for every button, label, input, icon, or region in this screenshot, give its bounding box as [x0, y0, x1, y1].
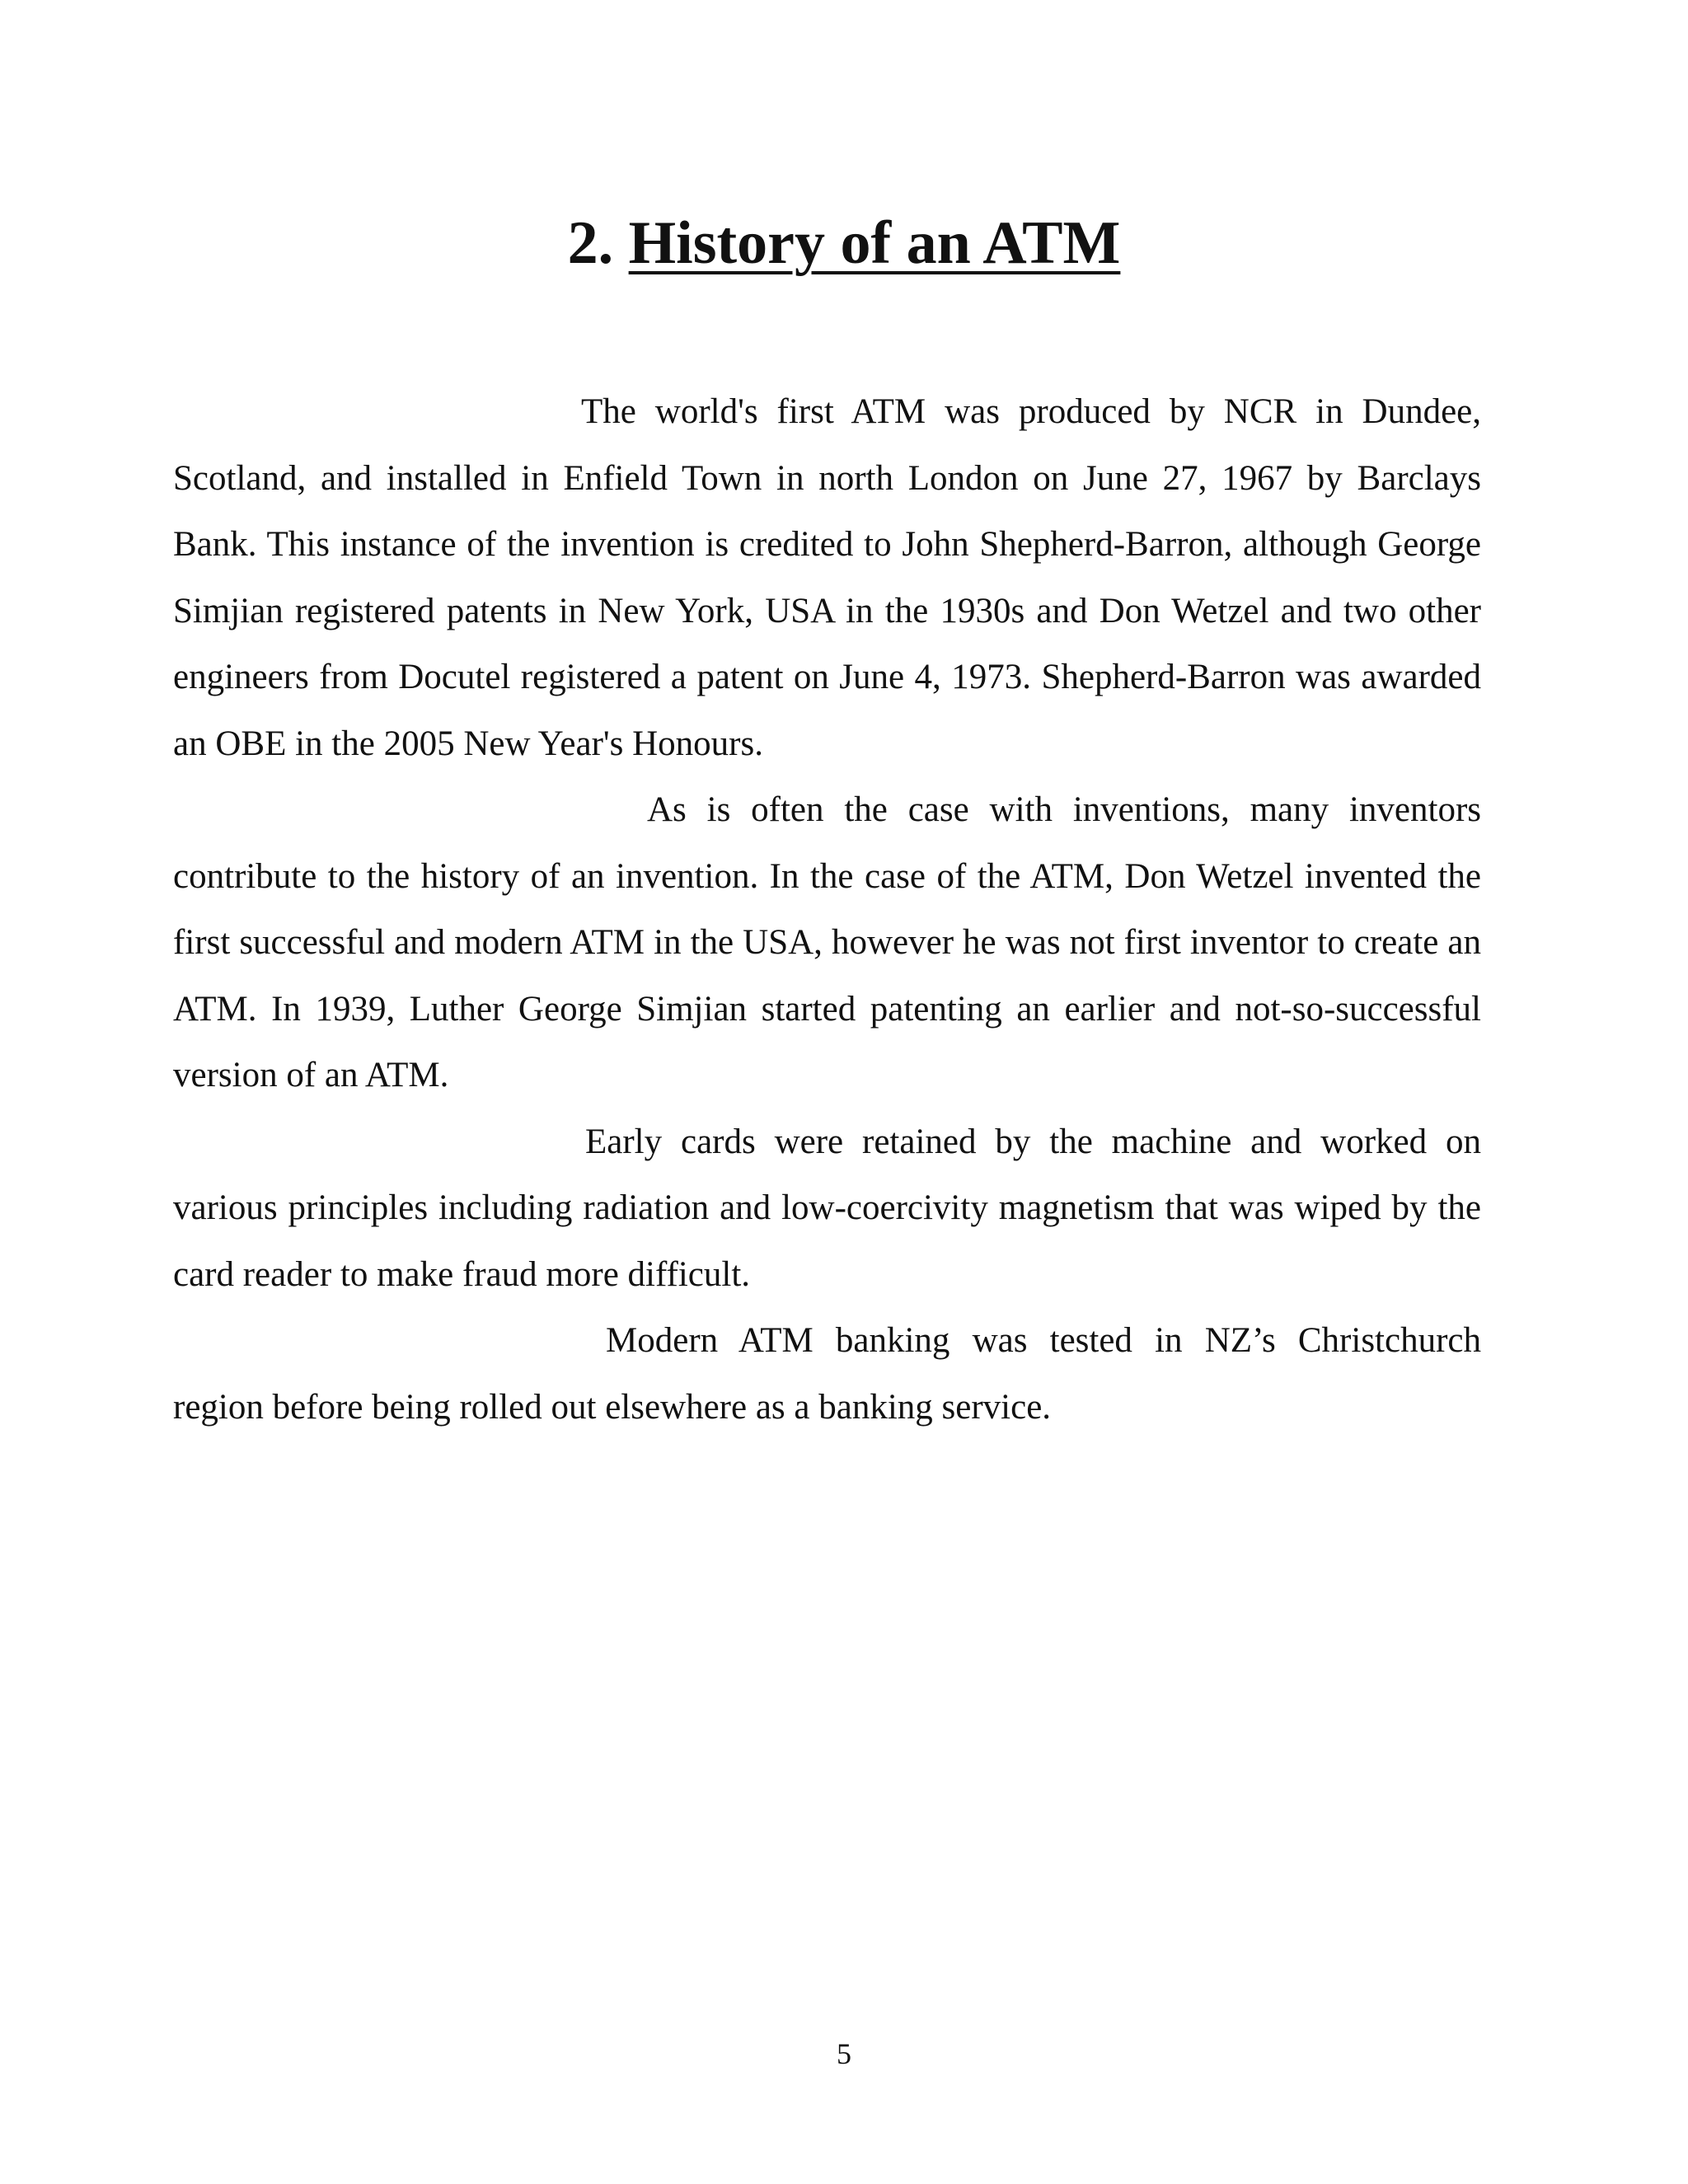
paragraph-modern-banking: Modern ATM banking was tested in NZ’s Christchurch region before being rolled out elsewhere as a banking service.: [173, 1321, 1481, 1427]
paragraph-inventors: As is often the case with inventions, many inventors contribute to the history of an invention. In the case of the ATM, Don Wetzel invented the first successful and modern ATM in the USA, however he was not first inventor to create an ATM. In 1939, Luther George Simjian started patenting an earlier and not-so-successful version of an ATM.: [173, 790, 1481, 1094]
page-number: 5: [837, 2037, 851, 2070]
page-heading: [0, 209, 1688, 277]
document-body: [173, 379, 1481, 1441]
paragraph-early-cards: Early cards were retained by the machine and worked on various principles including radiation and low-coercivity magnetism that was wiped by the card reader to make fraud more difficult.: [173, 1122, 1481, 1294]
heading-title: History of an ATM: [628, 209, 1121, 277]
paragraph-first-atm: The world's first ATM was produced by NCR in Dundee, Scotland, and installed in Enfield Town in north London on June 27, 1967 by Barclays Bank. This instance of the invention is credited to John Shepherd-Barron, although George Simjian registered patents in New York, USA in the 1930s and Don Wetzel and two other engineers from Docutel registered a patent on June 4, 1973. Shepherd-Barron was awarded an OBE in the 2005 New Year's Honours.: [173, 392, 1481, 763]
heading-number: 2.: [567, 209, 614, 277]
